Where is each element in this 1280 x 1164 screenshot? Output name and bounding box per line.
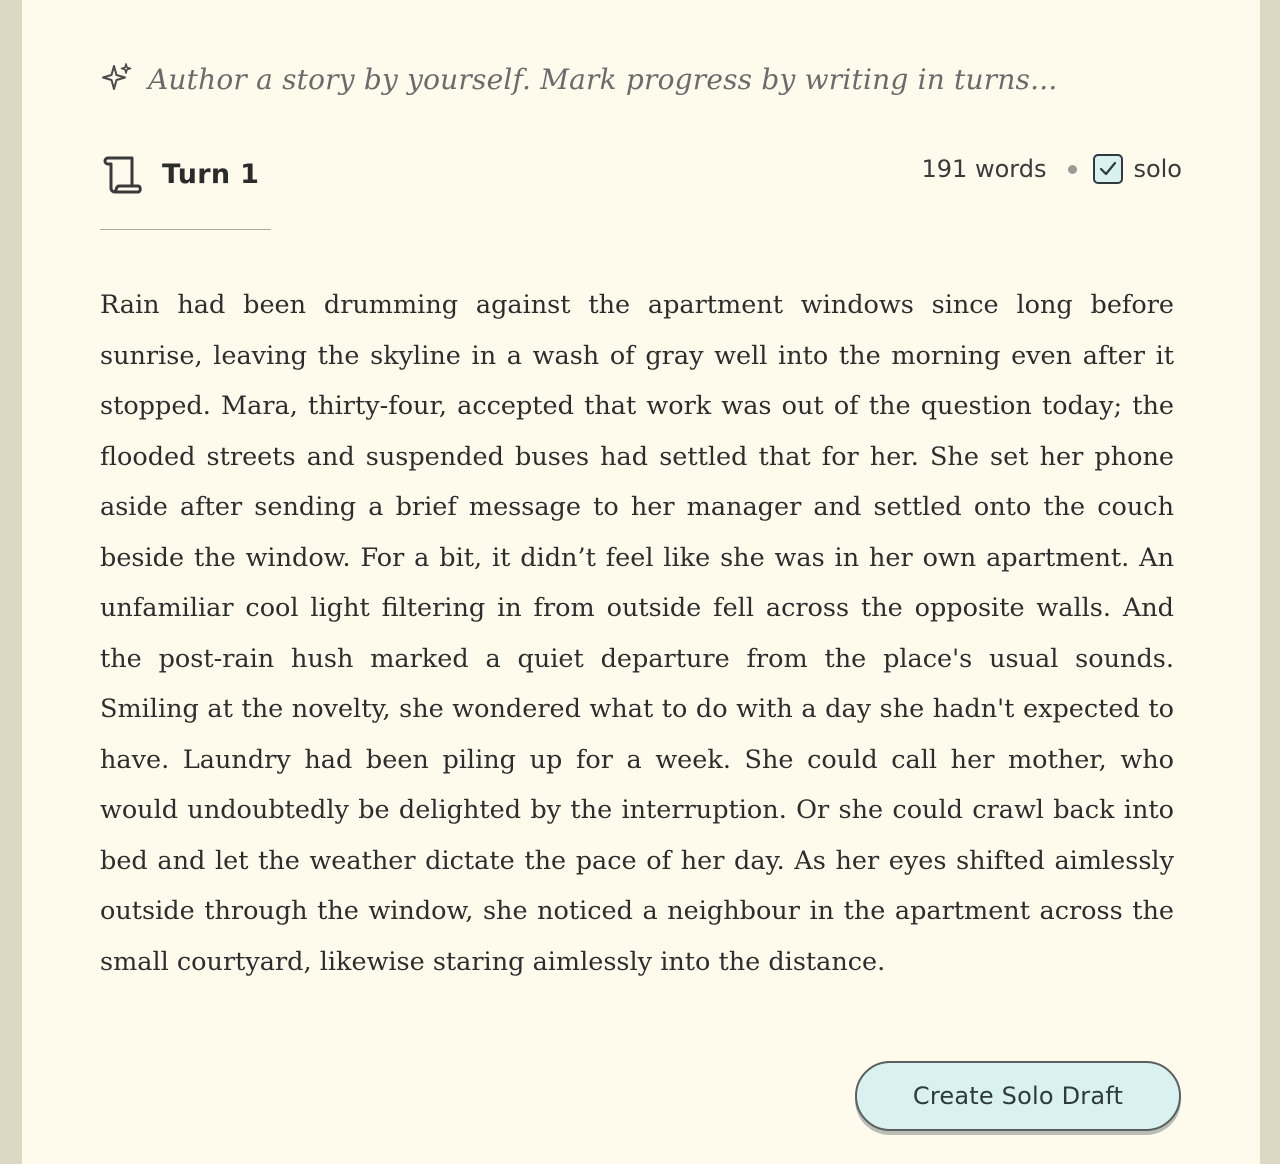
- checkmark-icon: [1098, 159, 1118, 179]
- turn-header: [100, 152, 259, 196]
- editor-panel: [22, 0, 1260, 1164]
- turn-divider: [100, 229, 271, 230]
- prompt-hint-text: Author a story by yourself. Mark progress by writing in turns...: [148, 62, 1058, 96]
- story-text[interactable]: Rain had been drumming against the apartment windows since long before sunrise, leaving the skyline in a wash of gray well into the morning even after it stopped. Mara, thirty-four, accepted that work was out of the question today; the flooded streets and suspended buses had settled that for her. She set her phone aside after sending a brief message to her manager and settled onto the couch beside the window. For a bit, it didn’t feel like she was in her own apartment. An unfamiliar cool light filtering in from outside fell across the opposite walls. And the post-rain hush marked a quiet departure from the place's usual sounds. Smiling at the novelty, she wondered what to do with a day she hadn't expected to have. Laundry had been piling up for a week. She could call her mother, who would undoubtedly be delighted by the interruption. Or she could crawl back into bed and let the weather dictate the pace of her day. As her eyes shifted aimlessly outside through the window, she noticed a neighbour in the apartment across the small courtyard, likewise staring aimlessly into the distance.: [100, 290, 1174, 977]
- turn-title: Turn 1: [162, 158, 260, 190]
- solo-checkbox[interactable]: [1093, 154, 1123, 184]
- word-count: 191 words: [921, 155, 1047, 183]
- solo-label: solo: [1133, 155, 1182, 183]
- create-solo-draft-button[interactable]: Create Solo Draft: [855, 1061, 1181, 1131]
- prompt-hint: [100, 62, 1057, 96]
- separator-dot: [1068, 165, 1077, 174]
- sparkle-icon: [100, 62, 134, 96]
- draft-meta: [922, 154, 1182, 184]
- scroll-icon: [100, 152, 144, 196]
